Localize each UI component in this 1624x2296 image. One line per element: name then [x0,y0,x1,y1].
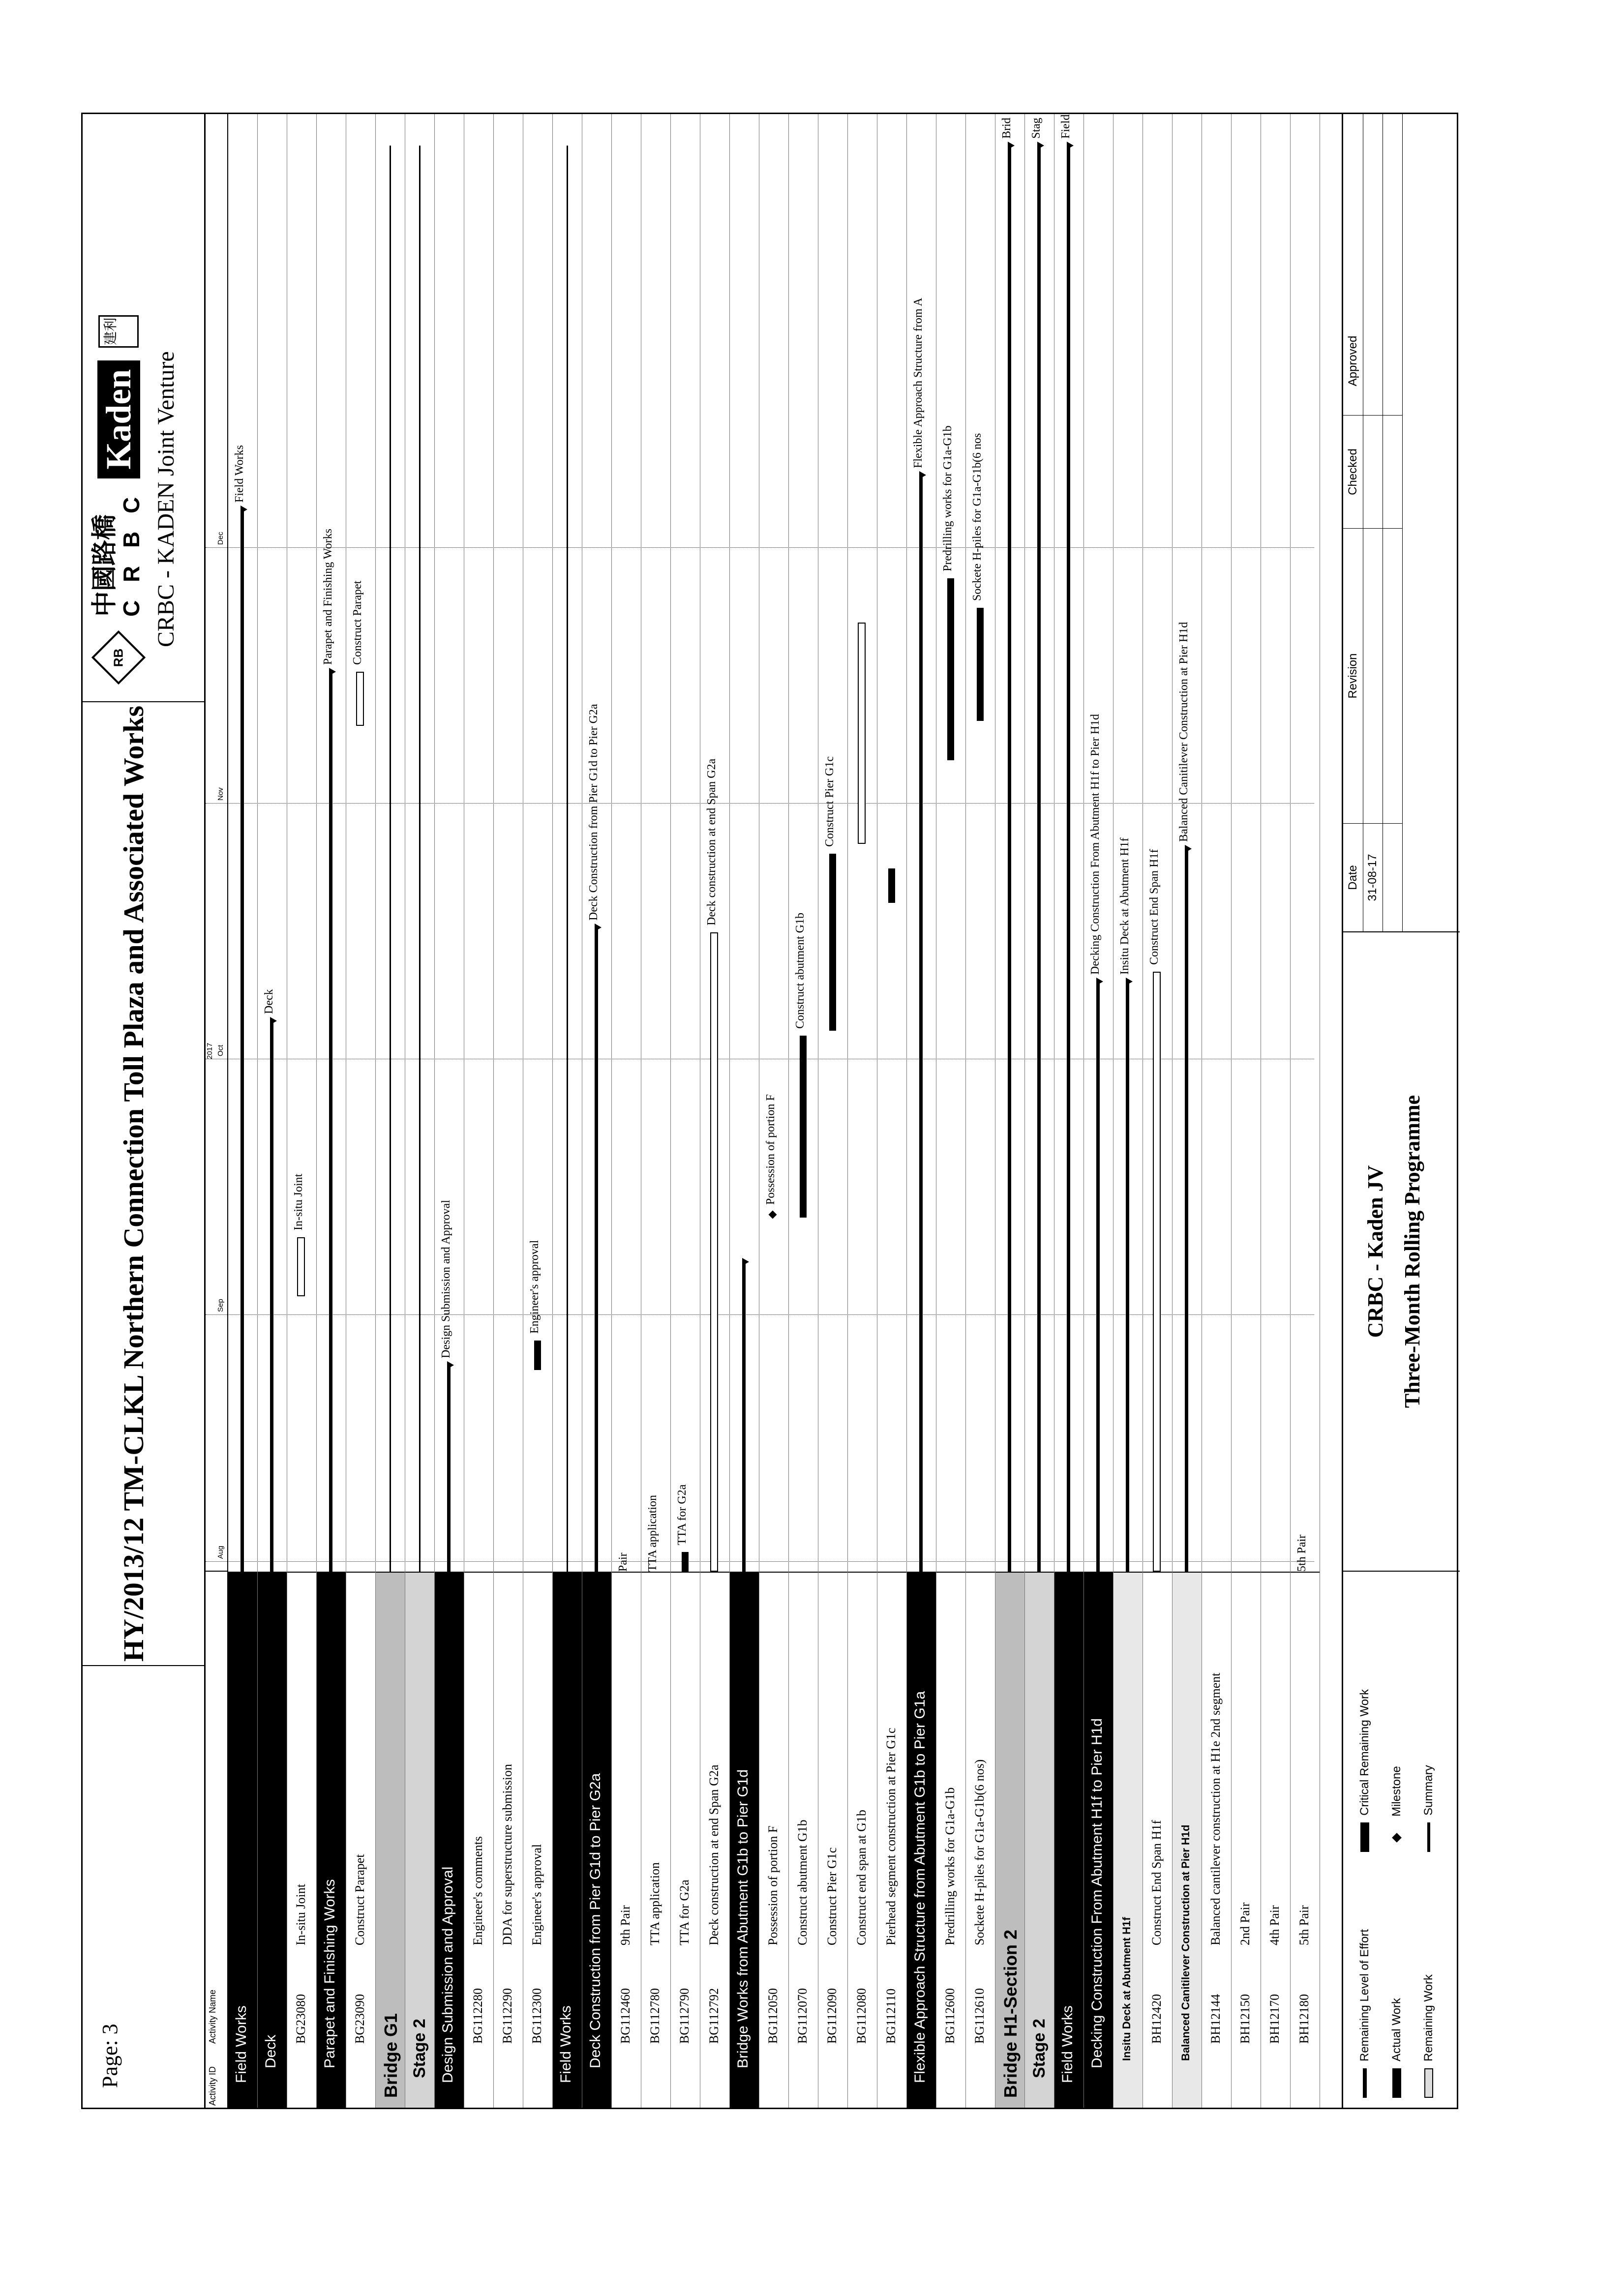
summary-bar [595,927,598,1572]
remaining-work-bar [297,1237,305,1296]
timescale-header [206,114,228,1572]
rev-revision-header: Revision [1343,528,1363,823]
activity-row [1232,114,1261,2108]
rev-approved-header: Approved [1346,335,1359,387]
activity-name: 2nd Pair [1238,1902,1252,1945]
summary-bar [1096,982,1100,1572]
legend-critical-remaining: Critical Remaining Work [1358,1689,1372,1852]
kaden-logo: Kaden [97,360,140,478]
activity-row [1202,114,1232,2108]
activity-id: BG112300 [530,1988,544,2044]
wbs-group-row [317,114,346,2108]
bar-label: Construct Parapet [351,580,364,665]
group-label: Deck Construction from Pier G1d to Pier G2a [582,1572,611,2108]
bar-label: Design Submission and Approval [440,1200,452,1358]
activity-id: BH12144 [1208,1994,1223,2044]
activity-id-header: Activity ID [208,2066,217,2106]
bar-label: Field Works [233,445,246,503]
milestone-icon [1392,1833,1402,1843]
wbs-group-row [1113,114,1143,2108]
activity-id: BG112460 [618,1988,632,2044]
bar-label: Deck [263,989,275,1014]
gantt-lane [346,114,375,1572]
wbs-group-row [1084,114,1113,2108]
bar-label: Predrilling works for G1a-G1b [941,425,954,571]
activity-name-header: Activity Name [208,1989,217,2044]
remaining-work-bar [710,932,718,1572]
activity-row [464,114,494,2108]
gantt-lane [759,114,788,1572]
bar-label: Engineer's approval [528,1240,541,1334]
bar-label: Balanced Canitilever Construction at Pier H1d [1177,622,1190,842]
activity-name: In-situ Joint [294,1884,308,1945]
group-label: Stage 2 [1025,1572,1054,2108]
page-number: Page: 3 [83,1665,206,2108]
activity-id: BG112090 [825,1988,839,2044]
rb-logo-icon: RB [91,630,146,685]
activity-id: BG23080 [294,1994,308,2044]
critical-work-bar [800,1036,807,1218]
bar-label: Deck construction at end Span G2a [705,758,718,925]
activity-name: Predrilling works for G1a-G1b [943,1787,957,1945]
activity-id: BG112280 [471,1988,485,2044]
month-label-sep: Sep [216,1299,225,1312]
gantt-lane [494,114,523,1572]
legend-milestone: Milestone [1390,1766,1404,1852]
activity-row [494,114,523,2108]
critical-work-bar [947,578,954,760]
programme-title-block [1343,932,1460,1572]
programme-name: Three-Month Rolling Programme [1400,1095,1424,1408]
activity-cells [1261,1572,1290,2108]
wbs-group-row [553,114,582,2108]
gantt-lane [228,114,257,1572]
group-label: Bridge G1 [376,1572,405,2108]
group-label: Design Submission and Approval [435,1572,464,2108]
crbc-name: C R B C [119,491,144,617]
company-logo [83,111,206,701]
activity-cells [523,1572,552,2108]
rev-checked-header: Checked [1343,415,1363,528]
gantt-lane [435,114,464,1572]
summary-end-marker [742,1258,749,1266]
activity-id: BG112110 [884,1988,898,2044]
activity-name: Balanced cantilever construction at H1e 2nd segment [1208,1672,1223,1945]
gantt-lane [1084,114,1113,1572]
activity-row [1143,114,1173,2108]
company-name: CRBC - Kaden JV [1363,1165,1387,1338]
gantt-lane [317,114,346,1572]
gantt-lane [1173,114,1202,1572]
legend [1343,1572,1460,2108]
summary-end-marker [1067,142,1074,149]
legend-remaining-work: Remaining Work [1422,1974,1436,2098]
gantt-lane [405,114,434,1572]
activity-cells [877,1572,906,2108]
activity-row [818,114,848,2108]
activity-row [671,114,700,2108]
activity-name: DDA for superstructure submission [500,1763,514,1945]
summary-bar [1008,146,1011,1572]
activity-row [759,114,789,2108]
group-label: Field Works [1054,1572,1083,2108]
summary-bar [919,475,923,1572]
activity-row [936,114,966,2108]
activity-cells [612,1572,641,2108]
activity-row [287,114,317,2108]
bar-label: In-situ Joint [292,1173,305,1230]
activity-name: Construct Parapet [353,1854,367,1945]
activity-name: Construct Pier G1c [825,1847,839,1945]
summary-end-marker [270,1017,277,1025]
wbs-group-row [1054,114,1084,2108]
activity-id: BG112050 [766,1988,780,2044]
activity-id: BG112792 [707,1988,721,2044]
critical-work-bar [888,868,895,903]
group-label: Field Works [553,1572,582,2108]
remaining-work-bar [356,672,364,726]
gantt-lane [1113,114,1143,1572]
activity-row [523,114,553,2108]
activity-cells [759,1572,788,2108]
activity-cells [818,1572,847,2108]
group-label: Deck [258,1572,287,2108]
bar-label: TTA for G2a [676,1484,689,1545]
group-label: Stage 2 [405,1572,434,2108]
activity-id: BH12420 [1149,1994,1164,2044]
gantt-lane [848,114,877,1572]
activity-cells [641,1572,670,2108]
rev-date-header: Date [1343,823,1363,931]
activity-row [1261,114,1291,2108]
activity-id: BH12170 [1267,1994,1282,2044]
group-label: Parapet and Finishing Works [317,1572,346,2108]
summary-bar [1067,146,1070,1572]
activity-name: Construct abutment G1b [795,1819,810,1945]
activity-id: BG112610 [972,1988,987,2044]
activity-cells [966,1572,995,2108]
activity-row [641,114,671,2108]
month-label-oct: Oct [216,1044,225,1056]
group-label: Decking Construction From Abutment H1f to Pier H1d [1084,1572,1113,2108]
activity-id: BG112600 [943,1988,957,2044]
activity-name: Deck construction at end Span G2a [707,1764,721,1945]
gantt-lane [936,114,965,1572]
wbs-group-row [1173,114,1202,2108]
kaden-chinese-logo: 建利 [98,315,139,348]
group-label: Bridge Works from Abutment G1b to Pier G1d [730,1572,759,2108]
gantt-lane [1202,114,1231,1572]
summary-bar [1185,849,1188,1572]
summary-bar [241,509,244,1572]
gantt-lane [1232,114,1261,1572]
activity-cells [789,1572,818,2108]
gantt-lane [877,114,906,1572]
summary-bar [419,146,421,1572]
activity-id: BG112780 [648,1988,662,2044]
critical-work-bar [977,608,984,721]
wbs-group-row [435,114,464,2108]
wbs-group-row [228,114,258,2108]
wbs-group-row [730,114,759,2108]
group-label: Insitu Deck at Abutment H1f [1113,1572,1143,2108]
activity-id: BH12180 [1297,1994,1311,2044]
gantt-lane [376,114,405,1572]
bar-label: Field [1059,114,1072,139]
summary-bar [270,1021,273,1572]
activity-cells [1202,1572,1231,2108]
bar-label: Pair [617,1552,630,1572]
activity-row [612,114,641,2108]
group-label: Flexible Approach Structure from Abutment G1b to Pier G1a [907,1572,936,2108]
year-label: 2017 [206,1043,214,1059]
activity-name: Construct end span at G1b [854,1810,869,1945]
remaining-work-bar [858,623,866,844]
activity-cells [1143,1572,1172,2108]
bar-label: Construct abutment G1b [794,913,807,1029]
activity-cells [1291,1572,1320,2108]
gantt-lane [1143,114,1172,1572]
activity-name: 9th Pair [618,1905,632,1945]
joint-venture-name: CRBC - KADEN Joint Venture [153,351,179,647]
bar-label: Flexible Approach Structure from A [912,298,925,468]
activity-name: Possession of portion F [766,1825,780,1945]
gantt-lane [789,114,818,1572]
group-label: Bridge H1-Section 2 [995,1572,1024,2108]
summary-end-marker [329,668,336,676]
bar-label: Sockete H-piles for G1a-G1b(6 nos [971,433,984,601]
activity-id: BG112070 [795,1988,810,2044]
gantt-lane [1054,114,1083,1572]
bar-label: Stag [1030,118,1043,139]
page-title: HY/2013/12 TM-CLKL Northern Connection Toll Plaza and Associated Works [83,701,206,1665]
month-label-nov: Nov [216,787,225,801]
activity-id: BG112290 [500,1988,514,2044]
bar-label: 5th Pair [1295,1534,1308,1572]
month-label-dec: Dec [216,532,225,545]
milestone-marker [769,1211,777,1219]
column-header [206,114,228,2108]
summary-bar [447,1365,451,1572]
gantt-lane [258,114,287,1572]
summary-icon [1427,1822,1430,1852]
group-label: Balanced Canitilever Construction at Pier H1d [1173,1572,1202,2108]
bar-label: Deck Construction from Pier G1d to Pier G2a [587,704,600,921]
activity-row [700,114,730,2108]
gantt-lane [671,114,700,1572]
activity-name: Engineer's comments [471,1836,485,1945]
summary-bar [1126,982,1129,1572]
summary-end-marker [919,471,926,479]
gantt-lane [818,114,847,1572]
activity-row [877,114,907,2108]
activity-name: Sockete H-piles for G1a-G1b(6 nos) [972,1759,987,1945]
gantt-lane [700,114,729,1572]
group-label: Field Works [228,1572,257,2108]
wbs-group-row [995,114,1025,2108]
activity-id: BG112080 [854,1988,869,2044]
activity-cells [671,1572,700,2108]
remaining-work-bar [1153,972,1161,1572]
activity-id: BG23090 [353,1994,367,2044]
wbs-group-row [582,114,612,2108]
wbs-group-row [907,114,936,2108]
activity-cells [936,1572,965,2108]
activity-cells [848,1572,877,2108]
activity-cells [287,1572,316,2108]
bar-label: Insitu Deck at Abutment H1f [1118,837,1131,975]
gantt-lane [287,114,316,1572]
activity-name: Engineer's approval [530,1844,544,1945]
summary-bar [390,146,391,1572]
activity-name: TTA for G2a [677,1879,692,1945]
summary-bar [742,1262,746,1572]
summary-end-marker [1096,978,1103,985]
summary-end-marker [1185,845,1192,853]
activity-row [1291,114,1320,2108]
activity-row [966,114,995,2108]
activity-row [346,114,376,2108]
bar-label: Decking Construction From Abutment H1f to Pier H1d [1089,714,1102,975]
gantt-lane [553,114,582,1572]
activity-id: BH12150 [1238,1994,1252,2044]
activity-row [789,114,818,2108]
wbs-group-row [258,114,287,2108]
bar-label: Construct End Span H1f [1148,849,1161,965]
footer [1342,114,1460,2108]
wbs-group-row [405,114,435,2108]
gantt-lane [1261,114,1290,1572]
gantt-lane [1025,114,1054,1572]
activity-name: 4th Pair [1267,1905,1282,1945]
legend-actual-work: Actual Work [1390,1998,1404,2098]
gantt-lane [907,114,936,1572]
summary-end-marker [241,506,247,513]
gantt-lane [995,114,1024,1572]
gantt-lane [464,114,493,1572]
summary-end-marker [1126,978,1133,985]
gantt-lane [641,114,670,1572]
activity-cells [464,1572,493,2108]
activity-cells [1232,1572,1261,2108]
legend-remaining-effort: Remaining Level of Effort [1358,1929,1372,2098]
bar-label: Construct Pier G1c [823,756,836,847]
gantt-lane [612,114,641,1572]
gantt-lane [523,114,552,1572]
activity-name: 5th Pair [1297,1905,1311,1945]
critical-work-bar [682,1552,689,1572]
gantt-lane [582,114,611,1572]
summary-bar [1037,146,1041,1572]
activity-name: Pierhead segment construction at Pier G1c [884,1728,898,1945]
activity-name: Construct End Span H1f [1149,1820,1164,1945]
revision-table [1343,114,1460,932]
activity-name: TTA application [648,1862,662,1945]
activity-id: BG112790 [677,1988,692,2044]
gantt-lane [966,114,995,1572]
legend-summary: Summary [1422,1765,1436,1852]
summary-end-marker [595,924,601,931]
month-label-aug: Aug [216,1546,225,1559]
programme-frame [81,113,1458,2109]
bar-label: Brid [1000,118,1013,139]
activity-row [848,114,877,2108]
wbs-group-row [376,114,405,2108]
rev-date-value: 31-08-17 [1363,823,1383,931]
activity-cells [346,1572,375,2108]
critical-work-bar [534,1341,541,1370]
bar-label: TTA application [646,1494,659,1572]
crbc-chinese-name: 中國路橋 [91,514,119,617]
wbs-group-row [1025,114,1054,2108]
gantt-lane [730,114,759,1572]
summary-bar [567,146,568,1572]
summary-bar [329,672,332,1572]
bar-label: Parapet and Finishing Works [322,529,334,665]
summary-end-marker [1037,142,1044,149]
gantt-lane [1291,114,1320,1572]
summary-end-marker [447,1361,454,1369]
critical-work-bar [829,854,836,1031]
activity-cells [700,1572,729,2108]
header [83,114,206,2108]
activity-cells [494,1572,523,2108]
bar-label: Possession of portion F [764,1094,777,1205]
summary-end-marker [1008,142,1015,149]
